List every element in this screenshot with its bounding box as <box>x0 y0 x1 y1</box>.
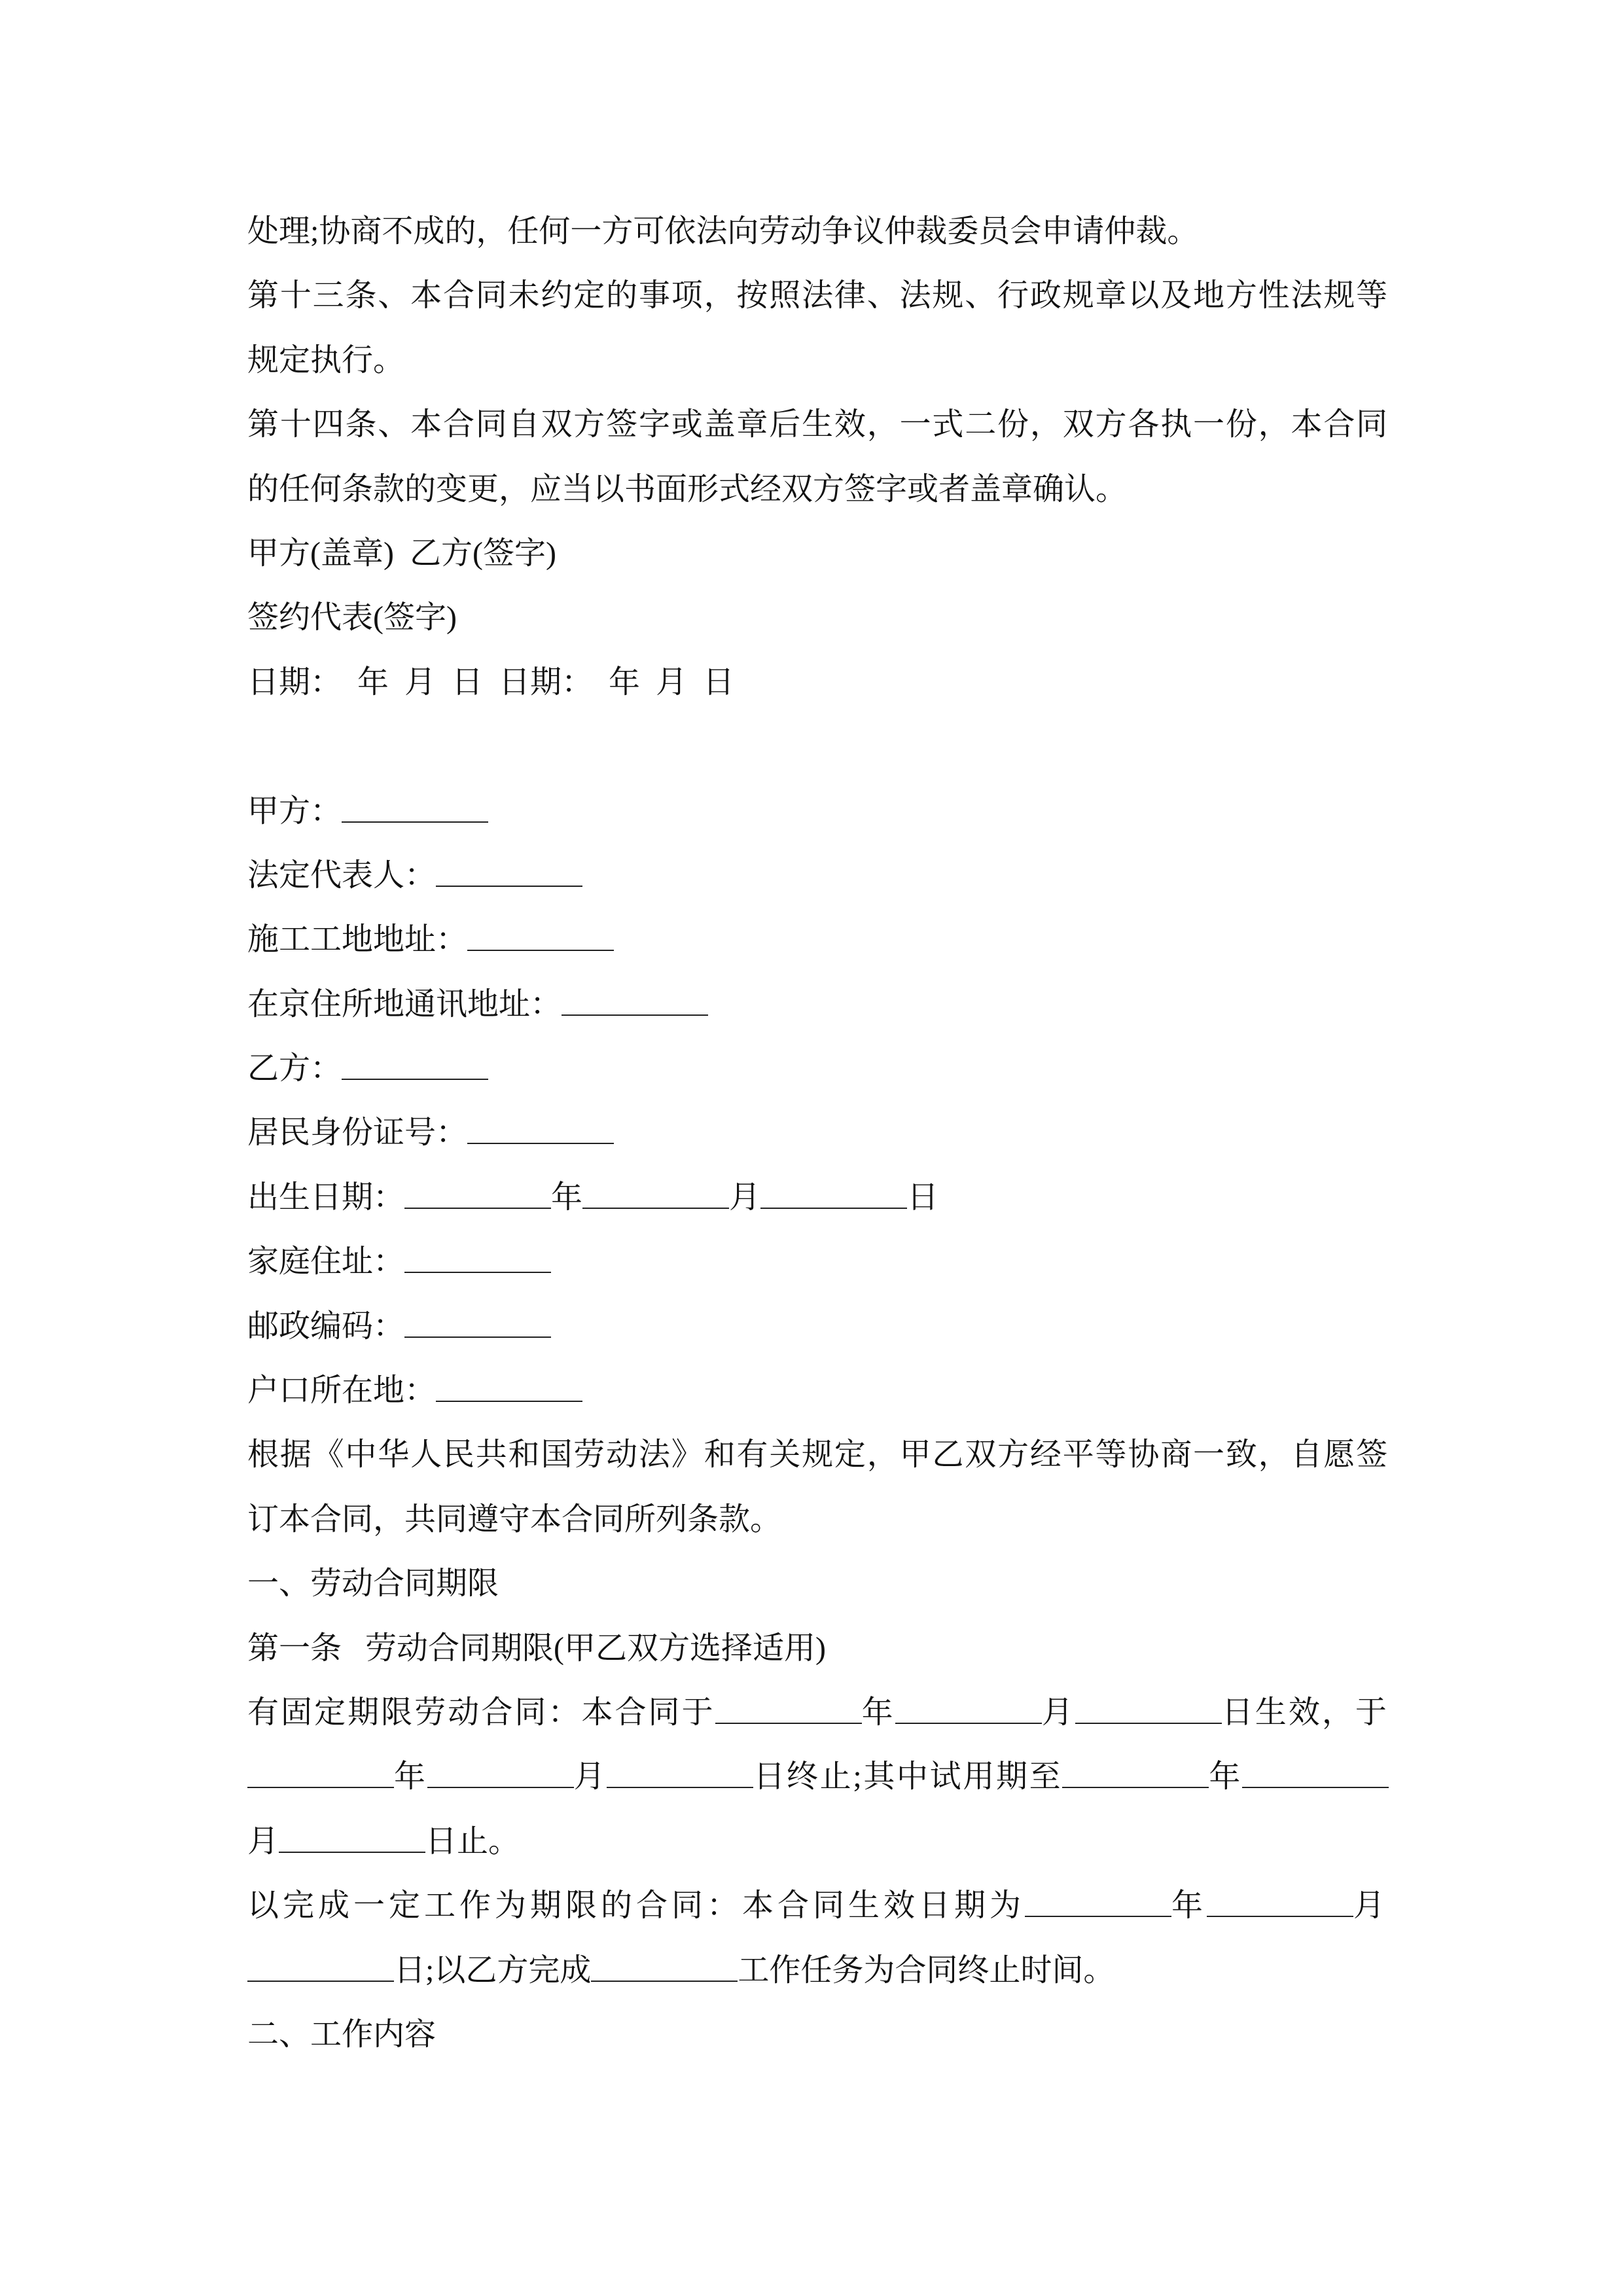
text-segment: 乙方： <box>247 1051 342 1086</box>
text-segment: 施工工地地址： <box>247 922 468 958</box>
text-segment: 日生效，于 <box>1221 1695 1389 1730</box>
fill-in-blank <box>582 1181 729 1209</box>
document-page <box>247 200 1390 2067</box>
text-segment: 年 <box>1209 1759 1242 1795</box>
text-segment: 签约代表(签字) <box>247 600 457 636</box>
text-line <box>247 2003 1390 2067</box>
fill-in-blank <box>467 1117 614 1144</box>
fill-in-blank <box>279 1825 425 1853</box>
fill-in-blank <box>427 1761 574 1788</box>
text-line <box>247 457 1390 522</box>
text-line <box>247 973 1390 1037</box>
text-segment: 二、工作内容 <box>247 2017 437 2052</box>
text-line <box>247 329 1390 393</box>
text-line <box>247 1488 1390 1552</box>
text-segment: 以完成一定工作为期限的合同：本合同生效日期为 <box>247 1888 1025 1924</box>
fill-in-blank <box>591 1954 738 1982</box>
text-segment: 法定代表人： <box>247 857 437 893</box>
text-segment: 工作任务为合同终止时间。 <box>738 1952 1115 1988</box>
text-segment: 日期： 年 月 日 日期： 年 月 日 <box>247 664 735 700</box>
text-line <box>247 1359 1390 1423</box>
text-line <box>247 522 1390 586</box>
fill-in-blank <box>1025 1890 1171 1917</box>
text-line <box>247 1423 1390 1487</box>
fill-in-blank <box>247 1761 394 1788</box>
text-segment: 的任何条款的变更，应当以书面形式经双方签字或者盖章确认。 <box>247 471 1128 507</box>
text-line <box>247 1681 1390 1745</box>
text-segment: 出生日期： <box>247 1179 405 1215</box>
text-line <box>247 1230 1390 1294</box>
fill-in-blank <box>1075 1696 1222 1724</box>
text-line <box>247 1037 1390 1101</box>
fill-in-blank <box>436 1374 582 1402</box>
text-segment: 日 <box>907 1179 939 1215</box>
fill-in-blank <box>436 859 582 887</box>
fill-in-blank <box>562 988 708 1016</box>
fill-in-blank <box>404 1310 551 1338</box>
text-segment: 月 <box>573 1759 607 1795</box>
fill-in-blank <box>342 1052 488 1080</box>
text-segment: 年 <box>1171 1888 1207 1924</box>
fill-in-blank <box>1062 1761 1209 1788</box>
text-segment: 月 <box>247 1823 279 1859</box>
text-segment: 月 <box>1353 1888 1389 1924</box>
text-segment: 户口所在地： <box>247 1373 437 1408</box>
text-line <box>247 1745 1390 1809</box>
text-line <box>247 1874 1390 1938</box>
fill-in-blank <box>1207 1890 1353 1917</box>
text-segment: 日止。 <box>425 1823 520 1859</box>
text-segment: 年 <box>551 1179 583 1215</box>
text-line <box>247 1810 1390 1874</box>
fill-in-blank <box>404 1181 551 1209</box>
text-line <box>247 1617 1390 1681</box>
text-segment: 根据《中华人民共和国劳动法》和有关规定，甲乙双方经平等协商一致，自愿签 <box>247 1437 1389 1473</box>
text-segment: 日终止;其中试用期至 <box>753 1759 1063 1795</box>
fill-in-blank <box>715 1696 862 1724</box>
text-line <box>247 200 1390 264</box>
text-line <box>247 1101 1390 1165</box>
text-segment: 处理;协商不成的，任何一方可依法向劳动争议仲裁委员会申请仲裁。 <box>247 214 1199 249</box>
text-line <box>247 1166 1390 1230</box>
text-segment: 一、劳动合同期限 <box>247 1566 499 1602</box>
text-segment: 甲方： <box>247 793 342 829</box>
text-segment: 规定执行。 <box>247 342 405 378</box>
text-segment: 年 <box>394 1759 427 1795</box>
text-segment: 邮政编码： <box>247 1308 405 1344</box>
text-line <box>247 651 1390 715</box>
text-line <box>247 1939 1390 2003</box>
text-segment: 居民身份证号： <box>247 1115 468 1151</box>
text-segment: 家庭住址： <box>247 1244 405 1280</box>
text-segment: 第十四条、本合同自双方签字或盖章后生效，一式二份，双方各执一份，本合同 <box>247 407 1389 442</box>
text-segment: 订本合同，共同遵守本合同所列条款。 <box>247 1501 782 1537</box>
text-segment: 年 <box>861 1695 895 1730</box>
text-line <box>247 1295 1390 1359</box>
text-segment: 在京住所地通讯地址： <box>247 986 562 1022</box>
text-segment: 月 <box>1041 1695 1075 1730</box>
fill-in-blank <box>467 924 614 951</box>
text-line <box>247 908 1390 972</box>
blank-line-spacer <box>247 715 1390 779</box>
text-segment: 第十三条、本合同未约定的事项，按照法律、法规、行政规章以及地方性法规等 <box>247 278 1389 314</box>
text-segment: 第一条 劳动合同期限(甲乙双方选择适用) <box>247 1630 826 1666</box>
text-segment: 甲方(盖章) 乙方(签字) <box>247 535 556 571</box>
text-line <box>247 1552 1390 1616</box>
fill-in-blank <box>895 1696 1042 1724</box>
text-line <box>247 393 1390 457</box>
text-line <box>247 844 1390 908</box>
text-line <box>247 586 1390 650</box>
fill-in-blank <box>760 1181 907 1209</box>
fill-in-blank <box>342 795 488 823</box>
fill-in-blank <box>607 1761 753 1788</box>
text-segment: 月 <box>729 1179 761 1215</box>
fill-in-blank <box>247 1954 394 1982</box>
text-line <box>247 780 1390 844</box>
text-segment: 有固定期限劳动合同：本合同于 <box>247 1695 715 1730</box>
text-line <box>247 264 1390 328</box>
text-segment: 日;以乙方完成 <box>394 1952 592 1988</box>
fill-in-blank <box>404 1246 551 1273</box>
fill-in-blank <box>1242 1761 1389 1788</box>
